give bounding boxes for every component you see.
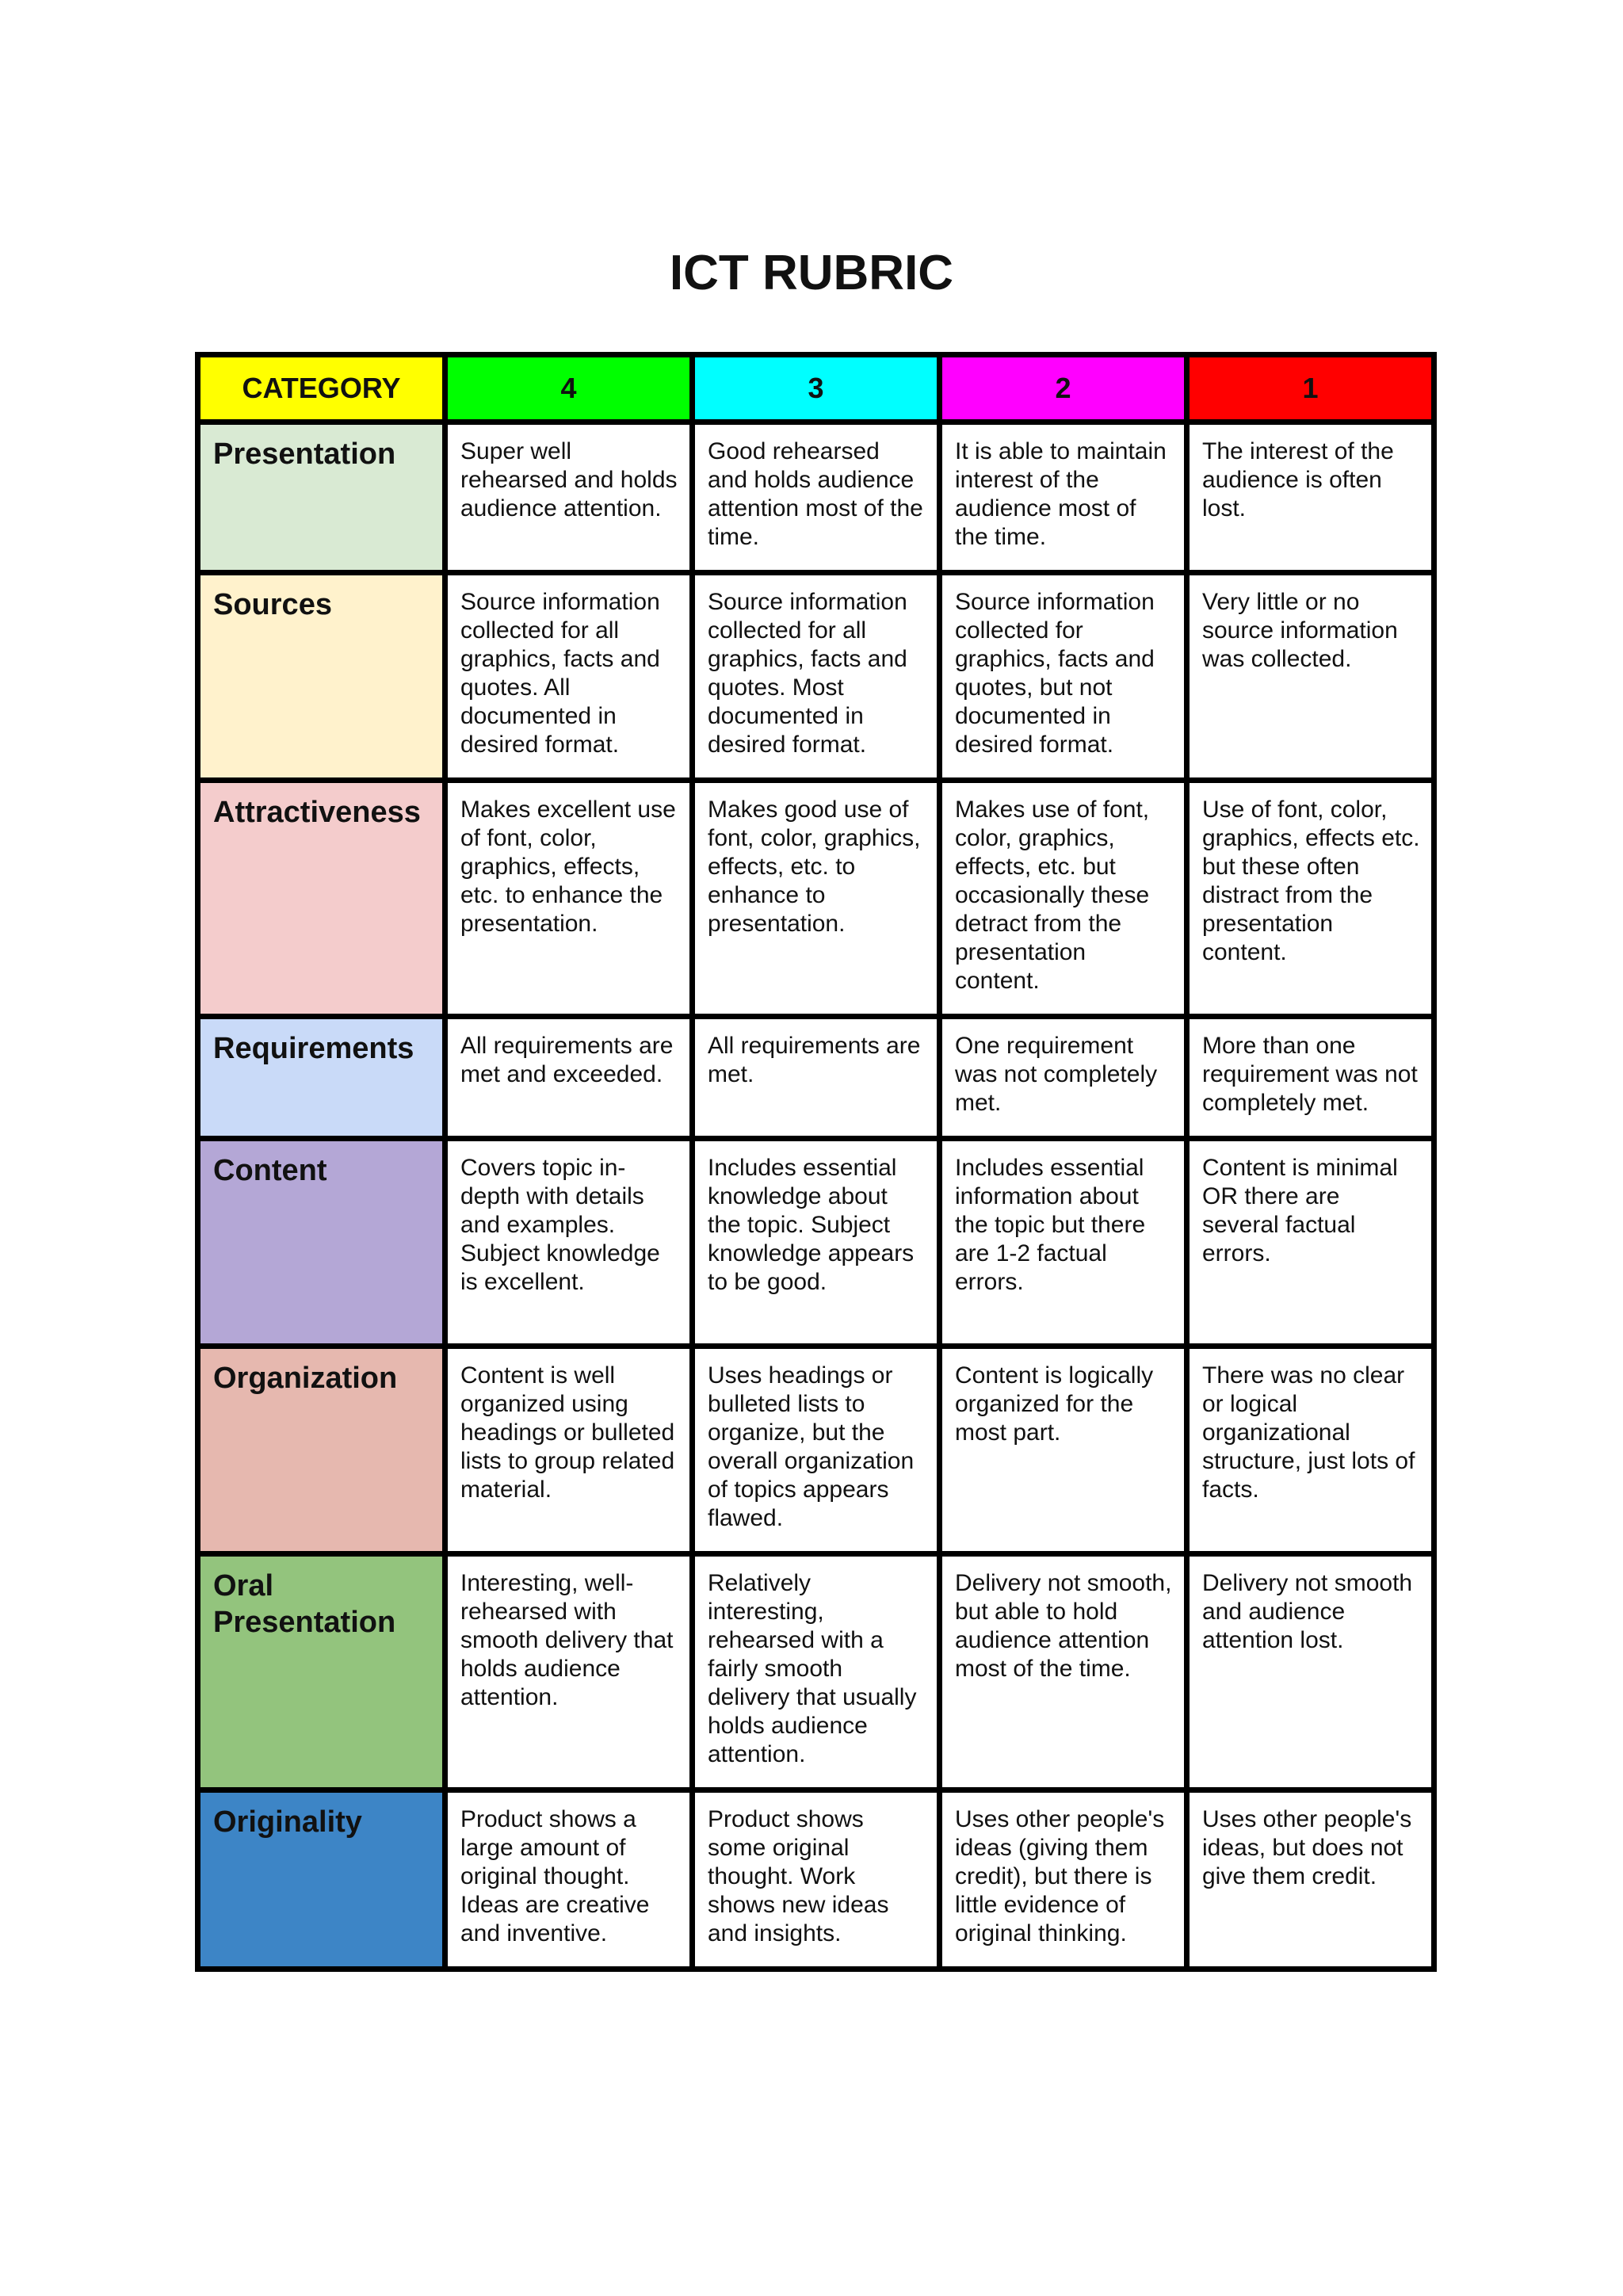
criteria-cell: Uses other people's ideas (giving them credit), but there is little evidence of original thinking. (940, 1790, 1187, 1969)
criteria-cell: Content is minimal OR there are several factual errors. (1187, 1139, 1434, 1347)
rubric-table (195, 352, 1437, 1972)
table-row (198, 781, 1434, 1017)
category-cell: Originality (198, 1790, 445, 1969)
criteria-cell: One requirement was not completely met. (940, 1017, 1187, 1139)
table-row (198, 1554, 1434, 1790)
table-row (198, 1347, 1434, 1554)
criteria-cell: The interest of the audience is often lost. (1187, 422, 1434, 573)
criteria-cell: Source information collected for all graphics, facts and quotes. All documented in desired format. (445, 573, 693, 781)
header-row (198, 355, 1434, 422)
criteria-cell: Source information collected for graphics, facts and quotes, but not documented in desired format. (940, 573, 1187, 781)
criteria-cell: Delivery not smooth and audience attention lost. (1187, 1554, 1434, 1790)
category-cell: Sources (198, 573, 445, 781)
criteria-cell: Use of font, color, graphics, effects etc. but these often distract from the presentation content. (1187, 781, 1434, 1017)
category-cell: Oral Presentation (198, 1554, 445, 1790)
category-cell: Requirements (198, 1017, 445, 1139)
header-score-2: 2 (940, 355, 1187, 422)
category-cell: Content (198, 1139, 445, 1347)
criteria-cell: Very little or no source information was collected. (1187, 573, 1434, 781)
criteria-cell: There was no clear or logical organizational structure, just lots of facts. (1187, 1347, 1434, 1554)
criteria-cell: More than one requirement was not completely met. (1187, 1017, 1434, 1139)
table-row (198, 573, 1434, 781)
criteria-cell: Super well rehearsed and holds audience attention. (445, 422, 693, 573)
criteria-cell: It is able to maintain interest of the audience most of the time. (940, 422, 1187, 573)
criteria-cell: Covers topic in-depth with details and examples. Subject knowledge is excellent. (445, 1139, 693, 1347)
category-cell: Attractiveness (198, 781, 445, 1017)
criteria-cell: Product shows a large amount of original thought. Ideas are creative and inventive. (445, 1790, 693, 1969)
criteria-cell: Content is logically organized for the most part. (940, 1347, 1187, 1554)
criteria-cell: Makes good use of font, color, graphics, effects, etc. to enhance to presentation. (693, 781, 940, 1017)
criteria-cell: All requirements are met. (693, 1017, 940, 1139)
table-row (198, 422, 1434, 573)
table-row (198, 1790, 1434, 1969)
criteria-cell: Includes essential knowledge about the topic. Subject knowledge appears to be good. (693, 1139, 940, 1347)
page-title: ICT RUBRIC (669, 246, 954, 300)
criteria-cell: Includes essential information about the topic but there are 1-2 factual errors. (940, 1139, 1187, 1347)
criteria-cell: Good rehearsed and holds audience attention most of the time. (693, 422, 940, 573)
criteria-cell: Source information collected for all graphics, facts and quotes. Most documented in desired format. (693, 573, 940, 781)
header-score-4: 4 (445, 355, 693, 422)
category-cell: Organization (198, 1347, 445, 1554)
criteria-cell: Interesting, well-rehearsed with smooth delivery that holds audience attention. (445, 1554, 693, 1790)
header-category: CATEGORY (198, 355, 445, 422)
criteria-cell: Uses headings or bulleted lists to organize, but the overall organization of topics appears flawed. (693, 1347, 940, 1554)
criteria-cell: Product shows some original thought. Work shows new ideas and insights. (693, 1790, 940, 1969)
criteria-cell: Relatively interesting, rehearsed with a fairly smooth delivery that usually holds audience attention. (693, 1554, 940, 1790)
criteria-cell: All requirements are met and exceeded. (445, 1017, 693, 1139)
criteria-cell: Makes use of font, color, graphics, effects, etc. but occasionally these detract from the presentation content. (940, 781, 1187, 1017)
header-score-1: 1 (1187, 355, 1434, 422)
criteria-cell: Uses other people's ideas, but does not give them credit. (1187, 1790, 1434, 1969)
table-row (198, 1017, 1434, 1139)
criteria-cell: Content is well organized using headings or bulleted lists to group related material. (445, 1347, 693, 1554)
criteria-cell: Delivery not smooth, but able to hold audience attention most of the time. (940, 1554, 1187, 1790)
criteria-cell: Makes excellent use of font, color, graphics, effects, etc. to enhance the presentation. (445, 781, 693, 1017)
table-row (198, 1139, 1434, 1347)
category-cell: Presentation (198, 422, 445, 573)
header-score-3: 3 (693, 355, 940, 422)
